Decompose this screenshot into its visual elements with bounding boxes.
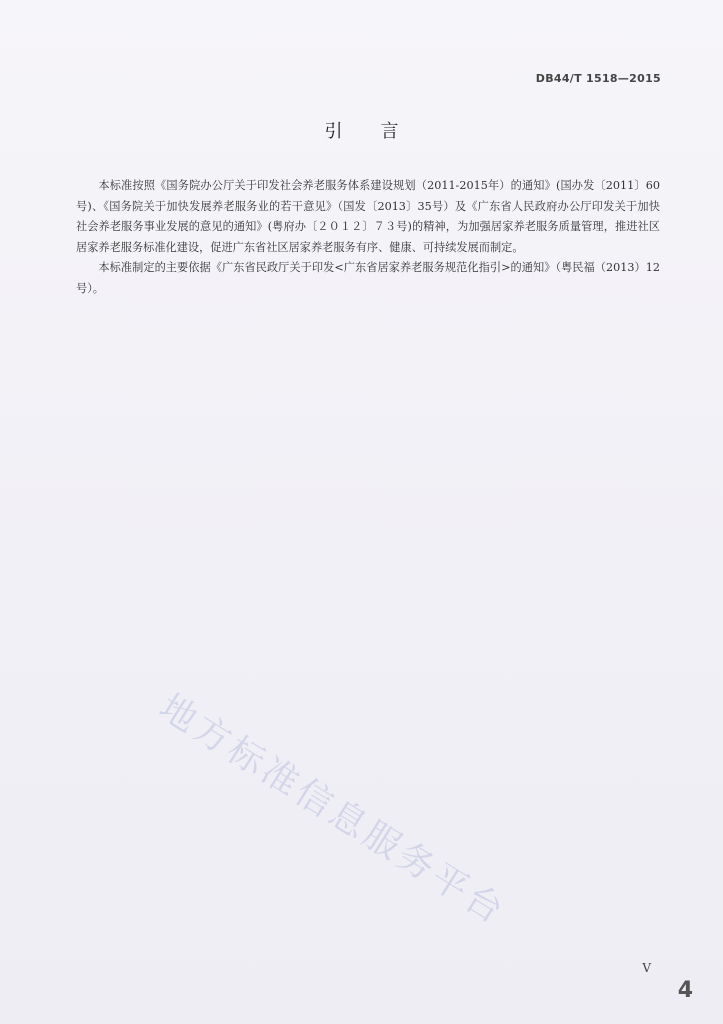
- paragraph-1: 本标准按照《国务院办公厅关于印发社会养老服务体系建设规划（2011-2015年）的通知》(国办发〔2011〕60号)、《国务院关于加快发展养老服务业的若干意见》（国发〔2013〕35号）及《广东省人民政府办公厅印发关于加快社会养老服务事业发展的意见的通知》(粤府办〔２０１２〕７３号)的精神，为加强居家养老服务质量管理，推进社区居家养老服务标准化建设，促进广东省社区居家养老服务有序、健康、可持续发展而制定。: [76, 179, 660, 254]
- paragraph-2: 本标准制定的主要依据《广东省民政厅关于印发<广东省居家养老服务规范化指引>的通知》（粤民福（2013）12号）。: [76, 261, 660, 295]
- body-text: [76, 176, 660, 299]
- watermark: 地方标准信息服务平台: [152, 686, 513, 934]
- standard-code: DB44/T 1518—2015: [535, 72, 661, 85]
- handwritten-mark: 4: [677, 978, 693, 1003]
- section-title: 引言: [324, 121, 437, 142]
- page-number: V: [642, 961, 651, 975]
